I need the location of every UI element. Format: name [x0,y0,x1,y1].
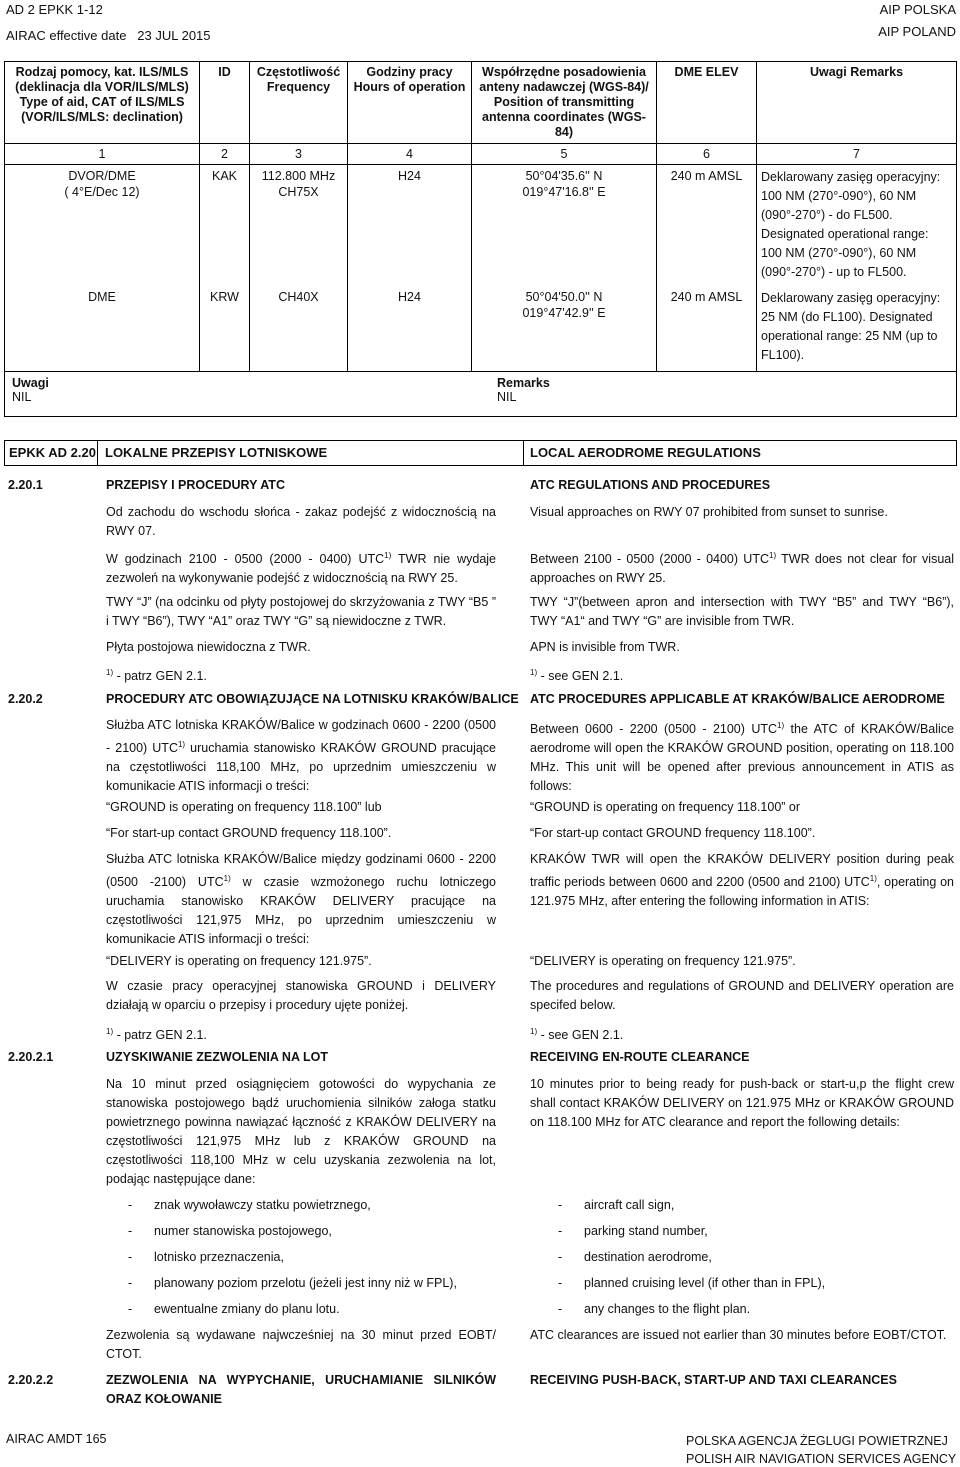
list-item: ewentualne zmiany do planu lotu. [154,1302,340,1316]
list-dash: - [128,1224,133,1238]
footnote-mark: 1) [106,1027,114,1036]
col-number: 7 [757,144,957,165]
list-dash: - [558,1302,563,1316]
footnote-mark: 1) [106,668,114,677]
airac-label: AIRAC effective date [6,28,127,43]
remarks-pl-value: NIL [12,390,32,404]
footnote-mark: 1) [869,874,877,883]
text: TWR does not clear for visual approaches on RWY 25. [530,552,954,586]
quote-pl: “GROUND is operating on frequency 118.100” lub [106,800,382,814]
quote-en: “GROUND is operating on frequency 118.100” or [530,800,801,814]
footnote-mark: 1) [177,740,186,749]
footnote-mark: 1) [530,668,538,677]
col-number: 6 [657,144,757,165]
text: Służba ATC lotniska KRAKÓW/Balice między godzinami 0600 - 2200 (0500 -2100) UTC [106,852,496,890]
column-number-row [5,144,957,165]
text: w czasie wzmożonego ruchu lotniczego uruchamia stanowisko KRAKÓW DELIVERY pracujące na częstotliwości 121,975 MHz, po uprzednim umieszczeniu w komunikacie ATIS informacji o treści: [106,875,496,947]
list-dash: - [128,1302,133,1316]
cell-id: KAK [200,165,250,289]
quote-en: “For start-up contact GROUND frequency 118.100”. [530,826,816,840]
page-code: AD 2 EPKK 1-12 [6,2,103,17]
col-number: 4 [348,144,472,165]
section-title-pl: LOKALNE PRZEPISY LOTNISKOWE [97,441,327,465]
col-number: 2 [200,144,250,165]
table-header-row [5,62,957,144]
footnote-en [530,1022,623,1045]
subsection-title-pl: ZEZWOLENIA NA WYPYCHANIE, URUCHAMIANIE SILNIKÓW ORAZ KOŁOWANIE [106,1373,496,1406]
list-item: znak wywoławczy statku powietrznego, [154,1198,371,1212]
paragraph-en [530,716,954,796]
list-item: aircraft call sign, [584,1198,675,1212]
col-number: 1 [5,144,200,165]
list-dash: - [558,1276,563,1290]
list-item: parking stand number, [584,1224,708,1238]
text: Służba ATC lotniska KRAKÓW/Balice w godzinach 0600 - 2200 (0500 - 2100) UTC [106,718,496,756]
subsection-title-en: ATC PROCEDURES APPLICABLE AT KRAKÓW/BALICE AERODROME [530,692,945,706]
footnote-mark: 1) [223,874,231,883]
cell-type [5,165,200,289]
latitude: 50°04'35.6'' N [525,169,603,183]
longitude: 019°47'42.9'' E [522,306,606,320]
aid-declination: ( 4°E/Dec 12) [64,185,140,199]
paragraph-pl: Płyta postojowa niewidoczna z TWR. [106,640,311,654]
section-heading-bar [4,440,957,466]
footnote-mark: 1) [777,721,785,730]
airac-effective-label [6,28,211,43]
table-row [5,165,957,289]
subsection-title-pl: PRZEPISY I PROCEDURY ATC [106,478,285,492]
aip-polska: AIP POLSKA [879,2,956,17]
quote-en: “DELIVERY is operating on frequency 121.975”. [530,954,796,968]
paragraph-pl [106,716,496,796]
paragraph-en [530,850,954,911]
section-title-en: LOCAL AERODROME REGULATIONS [523,441,761,465]
text: KRAKÓW TWR will open the KRAKÓW DELIVERY position during peak traffic periods between 0600 and 2200 (0500 and 2100) UTC [530,852,954,890]
table-row [5,288,957,372]
cell-position [472,165,657,289]
list-item: lotnisko przeznaczenia, [154,1250,284,1264]
text: TWR nie wydaje zezwoleń na wykonywanie podejść z widocznością na RWY 25. [106,552,497,586]
cell-position [472,288,657,372]
latitude: 50°04'50.0'' N [525,290,603,304]
cell-frequency [250,165,348,289]
paragraph-pl: Od zachodu do wschodu słońca - zakaz podejść z widocznością na RWY 07. [106,505,496,538]
cell-remarks: Deklarowany zasięg operacyjny: 25 NM (do FL100). Designated operational range: 25 NM (up to FL100). [757,288,957,372]
remarks-pl-label: Uwagi [12,376,49,390]
list-dash: - [558,1198,563,1212]
subsection-number: 2.20.2.1 [8,1050,54,1064]
subsection-number: 2.20.1 [8,478,43,492]
text: the ATC of KRAKÓW/Balice aerodrome will open the KRAKÓW GROUND position, operating on 118.100 MHz. This unit will be opened after previous announcement in ATIS as follows: [530,722,954,794]
list-item: numer stanowiska postojowego, [154,1224,332,1238]
paragraph-en: ATC clearances are issued not earlier than 30 minutes before EOBT/CTOT. [530,1328,947,1342]
nav-aids-table [4,61,957,372]
quote-pl: “DELIVERY is operating on frequency 121.975”. [106,954,372,968]
text: Between 0600 - 2200 (0500 - 2100) UTC [530,722,778,737]
remarks-box [4,371,957,417]
col-header-position: Współrzędne posadowienia anteny nadawczej (WGS-84)/ Position of transmitting antenna coordinates (WGS-84) [472,62,657,144]
airac-date: 23 JUL 2015 [137,28,211,43]
footnote-mark: 1) [530,1027,538,1036]
footnote-en [530,663,623,686]
paragraph-en: APN is invisible from TWR. [530,640,680,654]
list-dash: - [558,1224,563,1238]
subsection-title-pl: PROCEDURY ATC OBOWIĄZUJĄCE NA LOTNISKU KRAKÓW/BALICE [106,692,519,706]
col-header-id: ID [200,62,250,144]
section-code: EPKK AD 2.20 [9,445,96,460]
channel-value: CH75X [278,185,319,199]
aip-poland: AIP POLAND [878,24,956,39]
subsection-title-en: RECEIVING EN-ROUTE CLEARANCE [530,1050,750,1064]
cell-hours: H24 [348,165,472,289]
aid-type: DME [88,290,116,304]
cell-frequency: CH40X [250,288,348,372]
cell-type [5,288,200,372]
text: - see GEN 2.1. [537,1028,624,1043]
paragraph-pl: TWY “J” (na odcinku od płyty postojowej do skrzyżowania z TWY “B5 ” i TWY “B6”), TWY “A1” oraz TWY “G” są niewidoczne z TWR. [106,595,496,628]
footer-amendment: AIRAC AMDT 165 [6,1432,107,1446]
paragraph-en: TWY “J”(between apron and intersection with TWY “B5” and TWY “B6”), TWY “A1“ and TWY “G” are invisible from TWR. [530,595,954,628]
paragraph-en: Visual approaches on RWY 07 prohibited from sunset to sunrise. [530,505,888,519]
list-dash: - [128,1250,133,1264]
subsection-number: 2.20.2 [8,692,43,706]
text: - patrz GEN 2.1. [113,669,207,684]
cell-elev: 240 m AMSL [657,288,757,372]
footer-agency-en: POLISH AIR NAVIGATION SERVICES AGENCY [686,1452,957,1466]
subsection-title-pl: UZYSKIWANIE ZEZWOLENIA NA LOT [106,1050,328,1064]
col-header-type: Rodzaj pomocy, kat. ILS/MLS (deklinacja dla VOR/ILS/MLS) Type of aid, CAT of ILS/MLS (VOR/ILS/MLS: declination) [5,62,200,144]
paragraph-pl: W czasie pracy operacyjnej stanowiska GROUND i DELIVERY działają w oparciu o przepisy i procedury ujęte poniżej. [106,979,496,1012]
list-dash: - [558,1250,563,1264]
list-item: destination aerodrome, [584,1250,712,1264]
list-dash: - [128,1198,133,1212]
frequency-value: 112.800 MHz [261,169,336,183]
col-header-remarks: Uwagi Remarks [757,62,957,144]
text: - patrz GEN 2.1. [113,1028,207,1043]
text: uruchamia stanowisko KRAKÓW GROUND pracujące na częstotliwości 118,100 MHz, po uprzednim umieszczeniu w komunikacie ATIS informacji o treści: [106,741,496,794]
text: Between 2100 - 0500 (2000 - 0400) UTC [530,552,769,567]
subsection-title-en: ATC REGULATIONS AND PROCEDURES [530,478,771,492]
remarks-en-label: Remarks [497,376,550,390]
quote-pl: “For start-up contact GROUND frequency 118.100”. [106,826,392,840]
col-header-hours: Godziny pracy Hours of operation [348,62,472,144]
cell-elev: 240 m AMSL [657,165,757,289]
cell-remarks: Deklarowany zasięg operacyjny: 100 NM (270°-090°), 60 NM (090°-270°) - do FL500. Designated operational range: 100 NM (270°-090°), 60 NM (090°-270°) - up to FL500. [757,165,957,289]
remarks-en [497,376,550,420]
subsection-number: 2.20.2.2 [8,1373,54,1387]
footnote-pl [106,1022,207,1045]
list-item: planned cruising level (if other than in FPL), [584,1276,826,1290]
col-header-elev: DME ELEV [657,62,757,144]
paragraph-en: 10 minutes prior to being ready for push-back or start-u,p the flight crew shall contact KRAKÓW DELIVERY on 121.975 MHz or KRAKÓW GROUND on 118.100 MHz for ATC clearance and report the following details: [530,1077,954,1129]
aid-type: DVOR/DME [68,169,136,183]
longitude: 019°47'16.8'' E [522,185,606,199]
text: , operating on 121.975 MHz, after entering the following information in ATIS: [530,875,954,909]
list-item: planowany poziom przelotu (jeżeli jest inny niż w FPL), [154,1276,457,1290]
list-dash: - [128,1276,133,1290]
footnote-mark: 1) [769,551,777,560]
col-number: 3 [250,144,348,165]
text: - see GEN 2.1. [537,669,624,684]
subsection-title-en: RECEIVING PUSH-BACK, START-UP AND TAXI CLEARANCES [530,1373,897,1387]
list-item: any changes to the flight plan. [584,1302,751,1316]
footnote-pl [106,663,207,686]
paragraph-pl: Na 10 minut przed osiągnięciem gotowości do wypychania ze stanowiska postojowego bądź uruchomienia silników załoga statku powietrznego powinna nawiązać łączność z KRAKÓW DELIVERY na częstotliwości 121,975 MHz lub z KRAKÓW GROUND na częstotliwości 118,100 MHz w celu uzyskania zezwolenia na lot, podając następujące dane: [106,1077,496,1186]
col-number: 5 [472,144,657,165]
cell-hours: H24 [348,288,472,372]
footnote-mark: 1) [384,551,392,560]
paragraph-en [530,546,954,588]
remarks-en-value: NIL [497,390,517,404]
text: W godzinach 2100 - 0500 (2000 - 0400) UTC [106,552,385,567]
paragraph-pl [106,850,496,949]
col-header-frequency: Częstotliwość Frequency [250,62,348,144]
paragraph-pl: Zezwolenia są wydawane najwcześniej na 30 minut przed EOBT/ CTOT. [106,1328,496,1361]
cell-id: KRW [200,288,250,372]
paragraph-pl [106,546,496,588]
paragraph-en: The procedures and regulations of GROUND and DELIVERY operation are specifed below. [530,979,954,1012]
remarks-pl [12,376,49,420]
footer-agency-pl: POLSKA AGENCJA ŻEGLUGI POWIETRZNEJ [686,1434,948,1448]
